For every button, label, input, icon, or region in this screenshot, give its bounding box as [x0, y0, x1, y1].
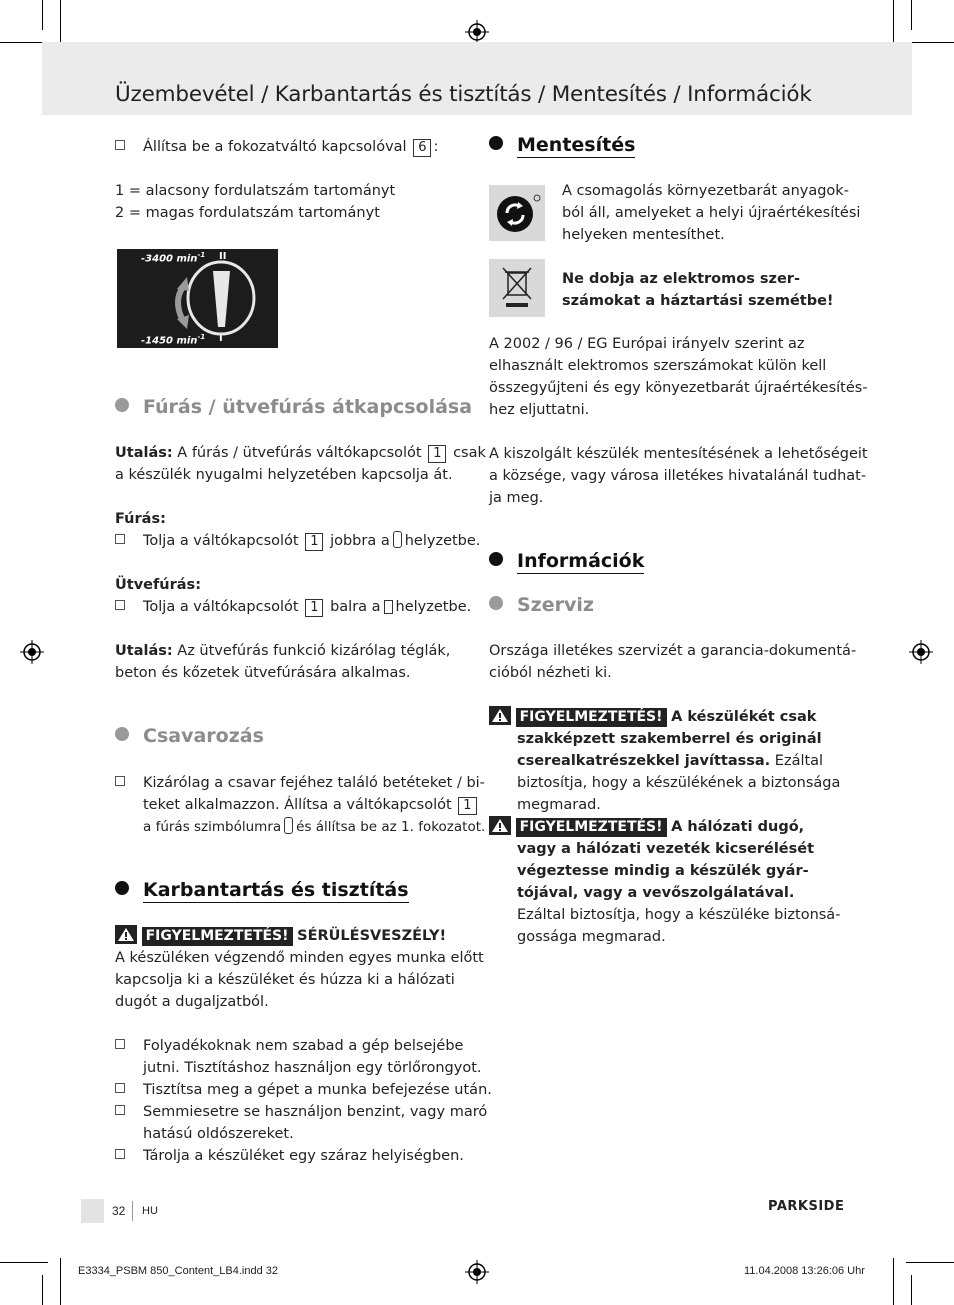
- drill-mode-icon: [284, 817, 293, 834]
- checkbox-bullet-icon: [115, 776, 125, 786]
- bullet-dot-icon: [115, 727, 129, 741]
- section-heading: Szerviz: [489, 594, 594, 616]
- warning-label: FIGYELMEZTETÉS!: [516, 708, 667, 727]
- bullet-dot-icon: [115, 398, 129, 412]
- warning-label: FIGYELMEZTETÉS!: [142, 927, 293, 946]
- bullet-dot-icon: [489, 596, 503, 610]
- warning-triangle-icon: [489, 816, 511, 835]
- divider: [132, 1201, 133, 1221]
- crop-mark: [911, 1275, 912, 1305]
- page-title: Üzembevétel / Karbantartás és tisztítás / Mentesítés / Információk: [115, 82, 812, 107]
- checkbox-bullet-icon: [115, 1039, 125, 1049]
- crossed-out-bin-icon: [489, 259, 545, 317]
- checkbox-bullet-icon: [115, 1105, 125, 1115]
- speed-1: 1 = alacsony fordulatszám tartományt: [115, 183, 396, 199]
- registration-mark-icon: [465, 20, 489, 44]
- list-item: Tárolja a készüléket egy száraz helyiségben.: [115, 1145, 464, 1167]
- speed-2: 2 = magas fordulatszám tartományt: [115, 205, 380, 221]
- crop-mark: [906, 1262, 954, 1263]
- reference-number: 1: [428, 445, 446, 463]
- section-heading: Csavarozás: [115, 725, 264, 747]
- section-heading: Karbantartás és tisztítás: [115, 879, 409, 901]
- checkbox-bullet-icon: [115, 1149, 125, 1159]
- registration-mark-icon: [465, 1260, 489, 1284]
- hammer-mode-icon: [384, 600, 393, 614]
- checkbox-bullet-icon: [115, 1083, 125, 1093]
- reference-number: 1: [305, 599, 323, 617]
- drill-mode-icon: [393, 531, 402, 548]
- page-number-tab: [81, 1199, 104, 1223]
- checkbox-bullet-icon: [115, 600, 125, 610]
- language-code: HU: [142, 1205, 158, 1217]
- checkbox-bullet-icon: [115, 140, 125, 150]
- crop-mark: [906, 42, 954, 43]
- bullet-dot-icon: [115, 881, 129, 895]
- crop-mark: [42, 1275, 43, 1305]
- warning-triangle-icon: [115, 925, 137, 944]
- warning-label: FIGYELMEZTETÉS!: [516, 818, 667, 837]
- section-heading: Információk: [489, 550, 644, 572]
- crop-mark: [60, 0, 61, 48]
- file-info: E3334_PSBM 850_Content_LB4.indd 32: [78, 1265, 278, 1277]
- registration-mark-icon: [20, 640, 44, 664]
- reference-number: 1: [305, 533, 323, 551]
- reference-number: 6: [413, 139, 431, 157]
- list-item: Folyadékoknak nem szabad a gép belsejébe: [115, 1035, 463, 1057]
- crop-mark: [42, 0, 43, 30]
- registration-mark-icon: [909, 640, 933, 664]
- green-dot-recycling-icon: [489, 185, 545, 241]
- section-heading: Fúrás / ütvefúrás átkapcsolása: [115, 396, 472, 418]
- rotation-arrow-icon: [117, 249, 278, 348]
- reference-number: 1: [458, 797, 476, 815]
- list-item: Tisztítsa meg a gépet a munka befejezése után.: [115, 1079, 492, 1101]
- crop-mark: [0, 1262, 48, 1263]
- date-info: 11.04.2008 13:26:06 Uhr: [744, 1265, 865, 1277]
- crop-mark: [893, 1258, 894, 1305]
- crop-mark: [893, 0, 894, 48]
- bullet-dot-icon: [489, 552, 503, 566]
- speed-selector-image: -3400 $\min^{-1}$ -1450 $\min^{-1}$ II I: [117, 249, 278, 348]
- crop-mark: [0, 42, 48, 43]
- warning-triangle-icon: [489, 706, 511, 725]
- checkbox-bullet-icon: [115, 534, 125, 544]
- list-item: Tolja a váltókapcsolót 1 balra a helyzetbe.: [115, 596, 471, 618]
- warning-line: FIGYELMEZTETÉS! SÉRÜLÉSVESZÉLY!: [115, 925, 446, 947]
- page-number: 32: [112, 1204, 126, 1218]
- list-item: Semmiesetre se használjon benzint, vagy maró: [115, 1101, 487, 1123]
- bullet-dot-icon: [489, 136, 503, 150]
- list-item: Állítsa be a fokozatváltó kapcsolóval 6 :: [115, 136, 438, 158]
- list-item: Tolja a váltókapcsolót 1 jobbra a helyzetbe.: [115, 530, 480, 552]
- brand-logo: PARKSIDE: [768, 1199, 845, 1214]
- crop-mark: [60, 1258, 61, 1305]
- list-item: Kizárólag a csavar fejéhez találó betéteket / bi-: [115, 772, 485, 794]
- crop-mark: [911, 0, 912, 30]
- warning-line: FIGYELMEZTETÉS! A készülékét csak: [489, 706, 816, 728]
- section-heading: Mentesítés: [489, 134, 635, 156]
- warning-line: FIGYELMEZTETÉS! A hálózati dugó,: [489, 816, 804, 838]
